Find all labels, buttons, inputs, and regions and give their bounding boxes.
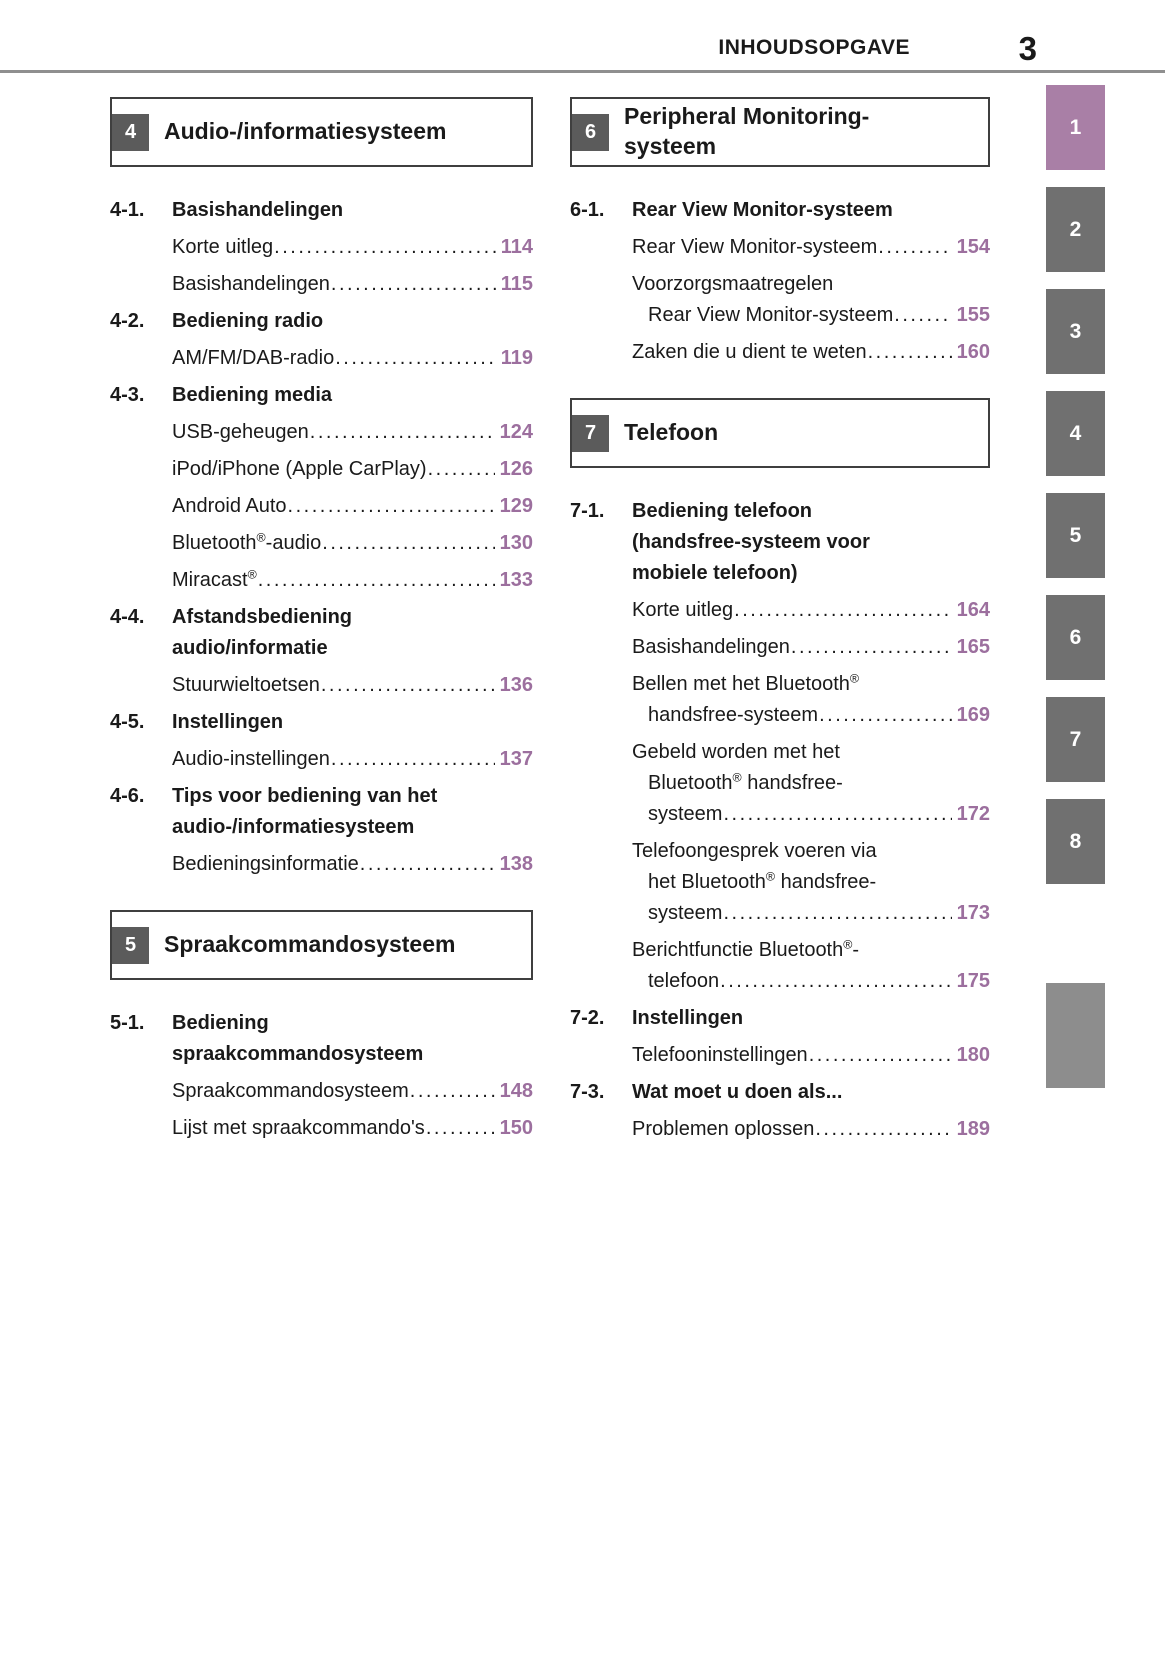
entry-label: Problemen oplossen bbox=[632, 1118, 815, 1140]
chapter-tab-3[interactable] bbox=[1046, 289, 1105, 374]
toc-column-left bbox=[110, 97, 533, 1151]
toc-entry[interactable] bbox=[110, 565, 533, 596]
dot-leader bbox=[428, 454, 495, 485]
section-title: Rear View Monitor-systeem bbox=[632, 199, 893, 221]
toc-entry-line bbox=[570, 799, 990, 830]
section-title: Instellingen bbox=[632, 1007, 744, 1029]
chapter-tab-label: 6 bbox=[1069, 625, 1082, 649]
toc-entry-line bbox=[570, 269, 990, 300]
chapter-tab-label: 1 bbox=[1069, 115, 1082, 139]
toc-entry[interactable] bbox=[570, 595, 990, 626]
toc-entry-line bbox=[570, 1114, 990, 1145]
toc-entry[interactable] bbox=[570, 269, 990, 331]
entry-page-number: 164 bbox=[956, 599, 990, 621]
dot-leader bbox=[720, 966, 951, 997]
toc-entry-line bbox=[570, 669, 990, 700]
chapter-tab-7[interactable] bbox=[1046, 697, 1105, 782]
chapter-title: Audio-/informatiesysteem bbox=[164, 118, 447, 145]
chapter-tab-label: 3 bbox=[1069, 319, 1082, 343]
entry-label: Telefoongesprek voeren via bbox=[632, 840, 877, 862]
toc-entry[interactable] bbox=[570, 935, 990, 997]
entry-label: Berichtfunctie Bluetooth®- bbox=[632, 937, 860, 961]
toc-entry[interactable] bbox=[110, 849, 533, 880]
entry-label: AM/FM/DAB-radio bbox=[172, 347, 335, 369]
entry-page-number: 133 bbox=[499, 569, 533, 591]
toc-entry-line bbox=[570, 836, 990, 867]
toc-entry-line bbox=[110, 269, 533, 300]
dot-leader bbox=[815, 1114, 951, 1145]
chapter-tab-1[interactable] bbox=[1046, 85, 1105, 170]
entry-label: Basishandelingen bbox=[172, 273, 330, 295]
entry-page-number: 138 bbox=[499, 853, 533, 875]
section-number: 7-2. bbox=[570, 1007, 605, 1029]
entry-page-number: 189 bbox=[956, 1118, 990, 1140]
entry-label: iPod/iPhone (Apple CarPlay) bbox=[172, 458, 427, 480]
registered-trademark-symbol: ® bbox=[765, 869, 776, 884]
entry-label: handsfree-systeem bbox=[648, 704, 819, 726]
section-title: Basishandelingen bbox=[172, 199, 344, 221]
toc-entry[interactable] bbox=[110, 232, 533, 263]
entry-page-number: 129 bbox=[499, 495, 533, 517]
entry-label: Basishandelingen bbox=[632, 636, 790, 658]
entry-page-number: 114 bbox=[500, 236, 533, 258]
chapter-number-badge: 5 bbox=[112, 927, 149, 964]
entry-page-number: 136 bbox=[499, 674, 533, 696]
page-number: 3 bbox=[1018, 30, 1037, 67]
entry-page-number: 172 bbox=[956, 803, 990, 825]
toc-section-4-5[interactable] bbox=[110, 707, 533, 738]
section-title: Bediening radio bbox=[172, 310, 324, 332]
toc-entry-line bbox=[570, 898, 990, 929]
toc-entry[interactable] bbox=[110, 454, 533, 485]
section-number: 4-5. bbox=[110, 711, 145, 733]
dot-leader bbox=[360, 849, 495, 880]
toc-entry-line bbox=[570, 867, 990, 898]
toc-column-right bbox=[570, 97, 990, 1151]
toc-section-4-2[interactable] bbox=[110, 306, 533, 337]
toc-entry[interactable] bbox=[570, 669, 990, 731]
registered-trademark-symbol: ® bbox=[247, 567, 257, 582]
dot-leader bbox=[310, 417, 495, 448]
dot-leader bbox=[258, 565, 495, 596]
toc-section-4-6[interactable] bbox=[110, 781, 533, 843]
entry-label: telefoon bbox=[648, 970, 720, 992]
registered-trademark-symbol: ® bbox=[849, 671, 860, 686]
toc-entry-line bbox=[110, 454, 533, 485]
dot-leader bbox=[426, 1113, 495, 1144]
chapter-number-badge: 4 bbox=[112, 114, 149, 151]
toc-entry[interactable] bbox=[110, 417, 533, 448]
toc-entry-line bbox=[110, 670, 533, 701]
dot-leader bbox=[734, 595, 951, 626]
toc-entry-line bbox=[110, 1076, 533, 1107]
toc-entry-line bbox=[110, 343, 533, 374]
toc-entry[interactable] bbox=[110, 491, 533, 522]
entry-page-number: 124 bbox=[499, 421, 533, 443]
dot-leader bbox=[322, 528, 494, 559]
toc-entry-line bbox=[570, 737, 990, 768]
chapter-tab-label: 4 bbox=[1069, 421, 1082, 445]
section-title: Instellingen bbox=[172, 711, 284, 733]
chapter-title: Peripheral Monitoring- systeem bbox=[624, 103, 870, 159]
toc-section-6-1[interactable] bbox=[570, 195, 990, 226]
chapter-tab-label: 5 bbox=[1069, 523, 1082, 547]
chapter-tab-6[interactable] bbox=[1046, 595, 1105, 680]
entry-page-number: 160 bbox=[956, 341, 990, 363]
toc-entry[interactable] bbox=[110, 343, 533, 374]
entry-label: Korte uitleg bbox=[172, 236, 274, 258]
chapter-title: Spraakcommandosysteem bbox=[164, 931, 456, 958]
entry-label: Bellen met het Bluetooth® bbox=[632, 671, 860, 695]
toc-entry-line bbox=[570, 632, 990, 663]
chapter-heading-7[interactable] bbox=[570, 398, 990, 468]
section-number: 5-1. bbox=[110, 1012, 145, 1034]
dot-leader bbox=[410, 1076, 495, 1107]
entry-page-number: 180 bbox=[956, 1044, 990, 1066]
dot-leader bbox=[819, 700, 952, 731]
section-number: 4-2. bbox=[110, 310, 145, 332]
entry-label: Spraakcommandosysteem bbox=[172, 1080, 409, 1102]
toc-section-4-4[interactable] bbox=[110, 602, 533, 664]
dot-leader bbox=[335, 343, 495, 374]
chapter-number-badge: 7 bbox=[572, 415, 609, 452]
toc-entry[interactable] bbox=[110, 670, 533, 701]
entry-page-number: 115 bbox=[500, 273, 533, 295]
toc-entry[interactable] bbox=[570, 337, 990, 368]
chapter-title: Telefoon bbox=[624, 419, 719, 446]
entry-label: Telefooninstellingen bbox=[632, 1044, 808, 1066]
section-title: Tips voor bediening van het audio-/informatiesysteem bbox=[172, 785, 438, 838]
entry-page-number: 130 bbox=[499, 532, 533, 554]
toc-entry-line bbox=[110, 1113, 533, 1144]
chapter-heading-4[interactable] bbox=[110, 97, 533, 167]
entry-page-number: 126 bbox=[499, 458, 533, 480]
entry-label: systeem bbox=[648, 803, 723, 825]
toc-entry-line bbox=[110, 528, 533, 559]
toc-entry[interactable] bbox=[570, 836, 990, 929]
dot-leader bbox=[274, 232, 496, 263]
section-title: Bediening media bbox=[172, 384, 333, 406]
toc-entry[interactable] bbox=[110, 528, 533, 559]
entry-page-number: 154 bbox=[956, 236, 990, 258]
chapter-tab-strip bbox=[1046, 85, 1105, 1105]
entry-label: Gebeld worden met het bbox=[632, 741, 840, 763]
entry-label: het Bluetooth® handsfree- bbox=[648, 869, 877, 893]
toc-entry-line bbox=[570, 966, 990, 997]
toc-entry-line bbox=[570, 595, 990, 626]
entry-page-number: 173 bbox=[956, 902, 990, 924]
entry-label: Miracast® bbox=[172, 567, 257, 591]
section-number: 7-3. bbox=[570, 1081, 605, 1103]
entry-page-number: 119 bbox=[500, 347, 533, 369]
toc-entry[interactable] bbox=[110, 744, 533, 775]
chapter-tab-8[interactable] bbox=[1046, 799, 1105, 884]
entry-page-number: 169 bbox=[956, 704, 990, 726]
section-title: Wat moet u doen als... bbox=[632, 1081, 843, 1103]
section-number: 7-1. bbox=[570, 500, 605, 522]
toc-section-7-1[interactable] bbox=[570, 496, 990, 589]
registered-trademark-symbol: ® bbox=[843, 937, 853, 952]
dot-leader bbox=[878, 232, 951, 263]
dot-leader bbox=[321, 670, 495, 701]
toc-section-4-1[interactable] bbox=[110, 195, 533, 226]
chapter-number-badge: 6 bbox=[572, 114, 609, 151]
entry-label: Korte uitleg bbox=[632, 599, 734, 621]
entry-page-number: 150 bbox=[499, 1117, 533, 1139]
entry-label: Voorzorgsmaatregelen bbox=[632, 273, 834, 295]
toc-entry-line bbox=[110, 849, 533, 880]
entry-label: Zaken die u dient te weten bbox=[632, 341, 867, 363]
toc-entry[interactable] bbox=[570, 737, 990, 830]
toc-entry[interactable] bbox=[570, 232, 990, 263]
entry-page-number: 175 bbox=[956, 970, 990, 992]
toc-entry-line bbox=[570, 300, 990, 331]
chapter-tab-5[interactable] bbox=[1046, 493, 1105, 578]
toc-section-7-3[interactable] bbox=[570, 1077, 990, 1108]
dot-leader bbox=[331, 744, 495, 775]
section-title: Bediening telefoon (handsfree-systeem voor mobiele telefoon) bbox=[632, 500, 870, 584]
page-header-title: INHOUDSOPGAVE bbox=[718, 36, 910, 59]
entry-label: Audio-instellingen bbox=[172, 748, 330, 770]
chapter-tab-label: 2 bbox=[1069, 217, 1082, 241]
dot-leader bbox=[723, 799, 951, 830]
toc-entry[interactable] bbox=[570, 1114, 990, 1145]
entry-label: USB-geheugen bbox=[172, 421, 309, 443]
entry-label: Rear View Monitor-systeem bbox=[632, 236, 878, 258]
toc-columns bbox=[0, 73, 1165, 1151]
chapter-tab-4[interactable] bbox=[1046, 391, 1105, 476]
section-number: 4-4. bbox=[110, 606, 145, 628]
toc-section-5-1[interactable] bbox=[110, 1008, 533, 1070]
toc-entry-line bbox=[570, 768, 990, 799]
section-title: Bediening spraakcommandosysteem bbox=[172, 1012, 424, 1065]
chapter-tab-label: 8 bbox=[1069, 829, 1082, 853]
entry-page-number: 165 bbox=[956, 636, 990, 658]
toc-entry-line bbox=[570, 935, 990, 966]
toc-entry-line bbox=[570, 232, 990, 263]
registered-trademark-symbol: ® bbox=[256, 530, 266, 545]
section-number: 6-1. bbox=[570, 199, 605, 221]
entry-page-number: 155 bbox=[956, 304, 990, 326]
dot-leader bbox=[791, 632, 952, 663]
toc-entry-line bbox=[570, 700, 990, 731]
chapter-tab-blank[interactable] bbox=[1046, 983, 1105, 1088]
entry-label: systeem bbox=[648, 902, 723, 924]
dot-leader bbox=[894, 300, 951, 331]
toc-entry-line bbox=[110, 417, 533, 448]
entry-page-number: 148 bbox=[499, 1080, 533, 1102]
toc-entry-line bbox=[110, 491, 533, 522]
toc-entry-line bbox=[570, 337, 990, 368]
toc-entry[interactable] bbox=[570, 1040, 990, 1071]
dot-leader bbox=[288, 491, 495, 522]
registered-trademark-symbol: ® bbox=[732, 770, 742, 785]
toc-entry-line bbox=[110, 232, 533, 263]
entry-label: Android Auto bbox=[172, 495, 287, 517]
section-number: 4-6. bbox=[110, 785, 145, 807]
dot-leader bbox=[868, 337, 952, 368]
entry-label: Rear View Monitor-systeem bbox=[648, 304, 894, 326]
toc-entry[interactable] bbox=[110, 1113, 533, 1144]
entry-label: Bedieningsinformatie bbox=[172, 853, 359, 875]
entry-label: Lijst met spraakcommando's bbox=[172, 1117, 425, 1139]
chapter-heading-5[interactable] bbox=[110, 910, 533, 980]
toc-entry[interactable] bbox=[110, 1076, 533, 1107]
toc-entry[interactable] bbox=[110, 269, 533, 300]
page-header bbox=[0, 0, 1165, 70]
section-number: 4-3. bbox=[110, 384, 145, 406]
dot-leader bbox=[723, 898, 951, 929]
entry-label: Stuurwieltoetsen bbox=[172, 674, 320, 696]
chapter-tab-label: 7 bbox=[1069, 727, 1082, 751]
dot-leader bbox=[809, 1040, 952, 1071]
chapter-heading-6[interactable] bbox=[570, 97, 990, 167]
section-title: Afstandsbediening audio/informatie bbox=[172, 606, 353, 659]
entry-label: Bluetooth® handsfree- bbox=[648, 770, 843, 794]
toc-entry[interactable] bbox=[570, 632, 990, 663]
entry-page-number: 137 bbox=[499, 748, 533, 770]
toc-section-7-2[interactable] bbox=[570, 1003, 990, 1034]
toc-entry-line bbox=[110, 565, 533, 596]
toc-entry-line bbox=[110, 744, 533, 775]
chapter-tab-2[interactable] bbox=[1046, 187, 1105, 272]
toc-section-4-3[interactable] bbox=[110, 380, 533, 411]
section-number: 4-1. bbox=[110, 199, 145, 221]
entry-label: Bluetooth®-audio bbox=[172, 530, 322, 554]
dot-leader bbox=[331, 269, 496, 300]
toc-entry-line bbox=[570, 1040, 990, 1071]
